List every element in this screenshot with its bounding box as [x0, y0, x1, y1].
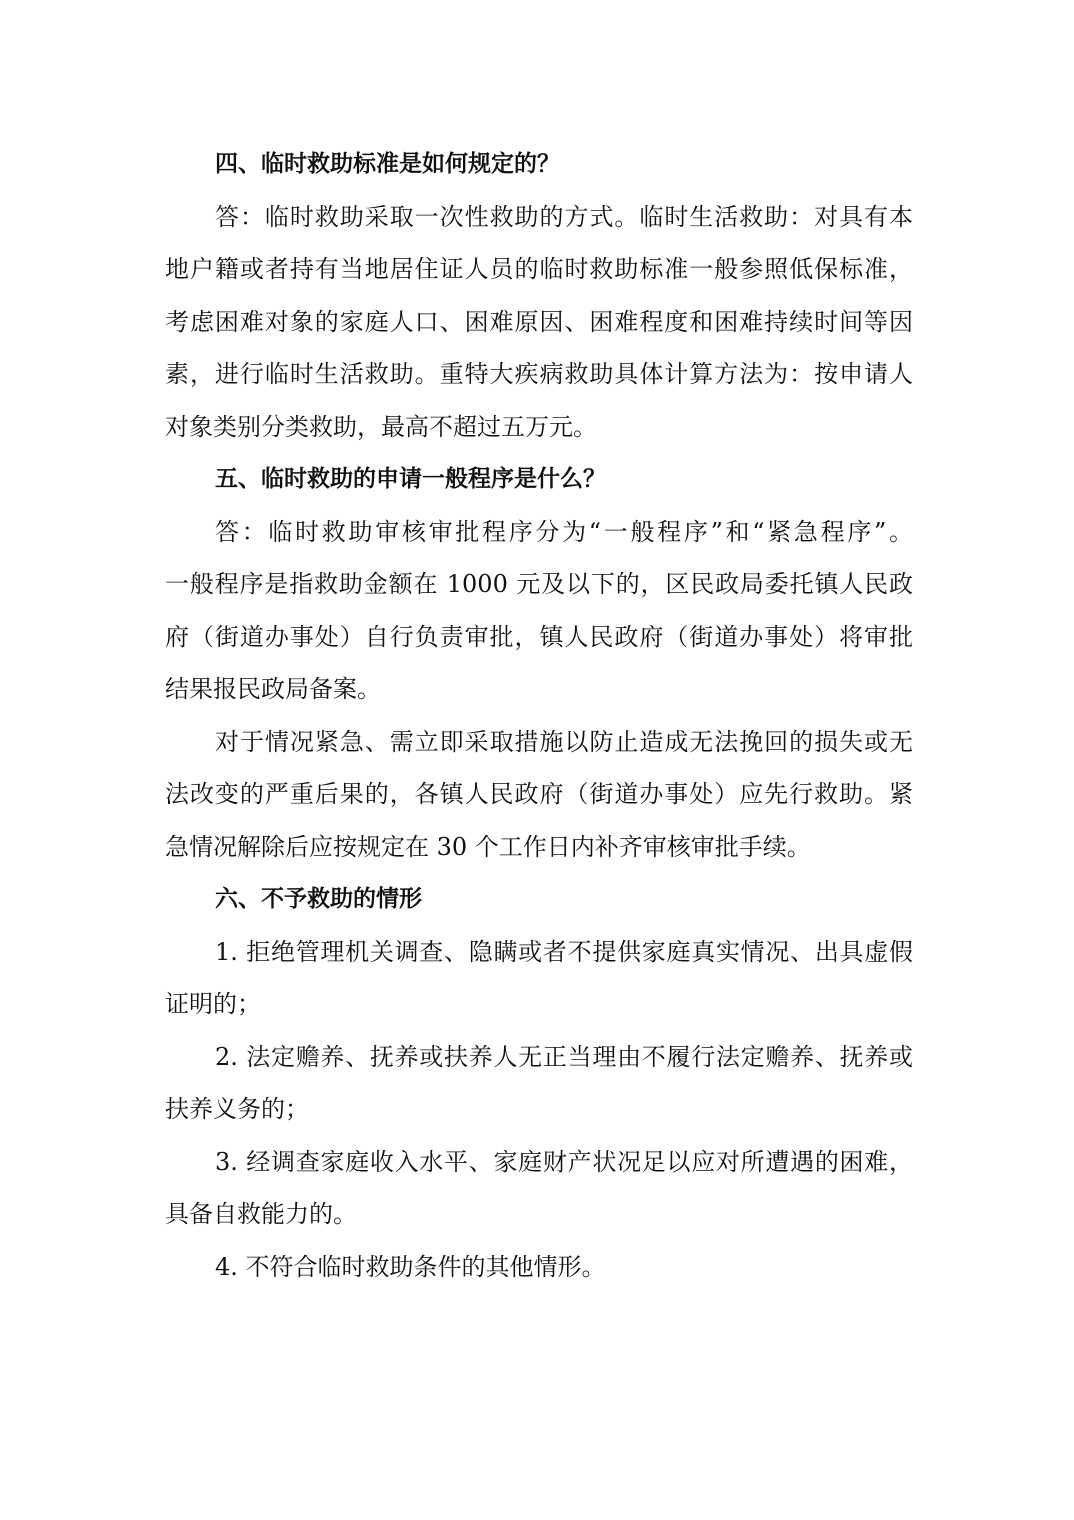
- paragraph-line: 一般程序是指救助金额在 1000 元及以下的，区民政局委托镇人民政: [165, 570, 913, 598]
- section-6-item-4: [165, 1241, 913, 1294]
- paragraph-line: 急情况解除后应按规定在 30 个工作日内补齐审核审批手续。: [165, 832, 811, 861]
- section-4-heading: 四、临时救助标准是如何规定的？: [215, 151, 560, 177]
- list-item-line: 1. 拒绝管理机关调查、隐瞒或者不提供家庭真实情况、出具虚假: [215, 937, 913, 966]
- list-item-line: 4. 不符合临时救助条件的其他情形。: [215, 1252, 606, 1281]
- section-5-heading: 五、临时救助的申请一般程序是什么？: [215, 466, 606, 492]
- document-body: [165, 138, 913, 1293]
- section-6-item-3: [165, 1136, 913, 1241]
- paragraph-line: 结果报民政局备案。: [165, 675, 381, 703]
- list-item-line: 2. 法定赡养、抚养或扶养人无正当理由不履行法定赡养、抚养或: [215, 1042, 913, 1071]
- section-5-paragraph-2: [165, 716, 913, 874]
- paragraph-line: 考虑困难对象的家庭人口、困难原因、困难程度和困难持续时间等因: [165, 307, 913, 336]
- list-item-line: 具备自救能力的。: [165, 1200, 357, 1228]
- list-item-line: 证明的；: [165, 990, 261, 1018]
- section-6-heading: 六、不予救助的情形: [215, 886, 422, 912]
- paragraph-line: 素，进行临时生活救助。重特大疾病救助具体计算方法为：按申请人: [165, 360, 913, 388]
- list-item-line: 3. 经调查家庭收入水平、家庭财产状况足以应对所遭遇的困难，: [215, 1147, 913, 1176]
- section-4-paragraph-1: [165, 191, 913, 454]
- section-5-paragraph-1: [165, 506, 913, 716]
- paragraph-line: 对于情况紧急、需立即采取措施以防止造成无法挽回的损失或无: [215, 727, 913, 756]
- paragraph-line: 答：临时救助审核审批程序分为“一般程序”和“紧急程序”。: [215, 517, 913, 546]
- paragraph-line: 府（街道办事处）自行负责审批，镇人民政府（街道办事处）将审批: [165, 622, 913, 651]
- paragraph-line: 法改变的严重后果的，各镇人民政府（街道办事处）应先行救助。紧: [165, 780, 913, 808]
- paragraph-line: 地户籍或者持有当地居住证人员的临时救助标准一般参照低保标准，: [165, 255, 913, 283]
- paragraph-line: 对象类别分类救助，最高不超过五万元。: [165, 412, 597, 441]
- section-6-item-1: [165, 926, 913, 1031]
- list-item-line: 扶养义务的；: [165, 1095, 309, 1123]
- paragraph-line: 答：临时救助采取一次性救助的方式。临时生活救助：对具有本: [215, 202, 913, 231]
- section-6-item-2: [165, 1031, 913, 1136]
